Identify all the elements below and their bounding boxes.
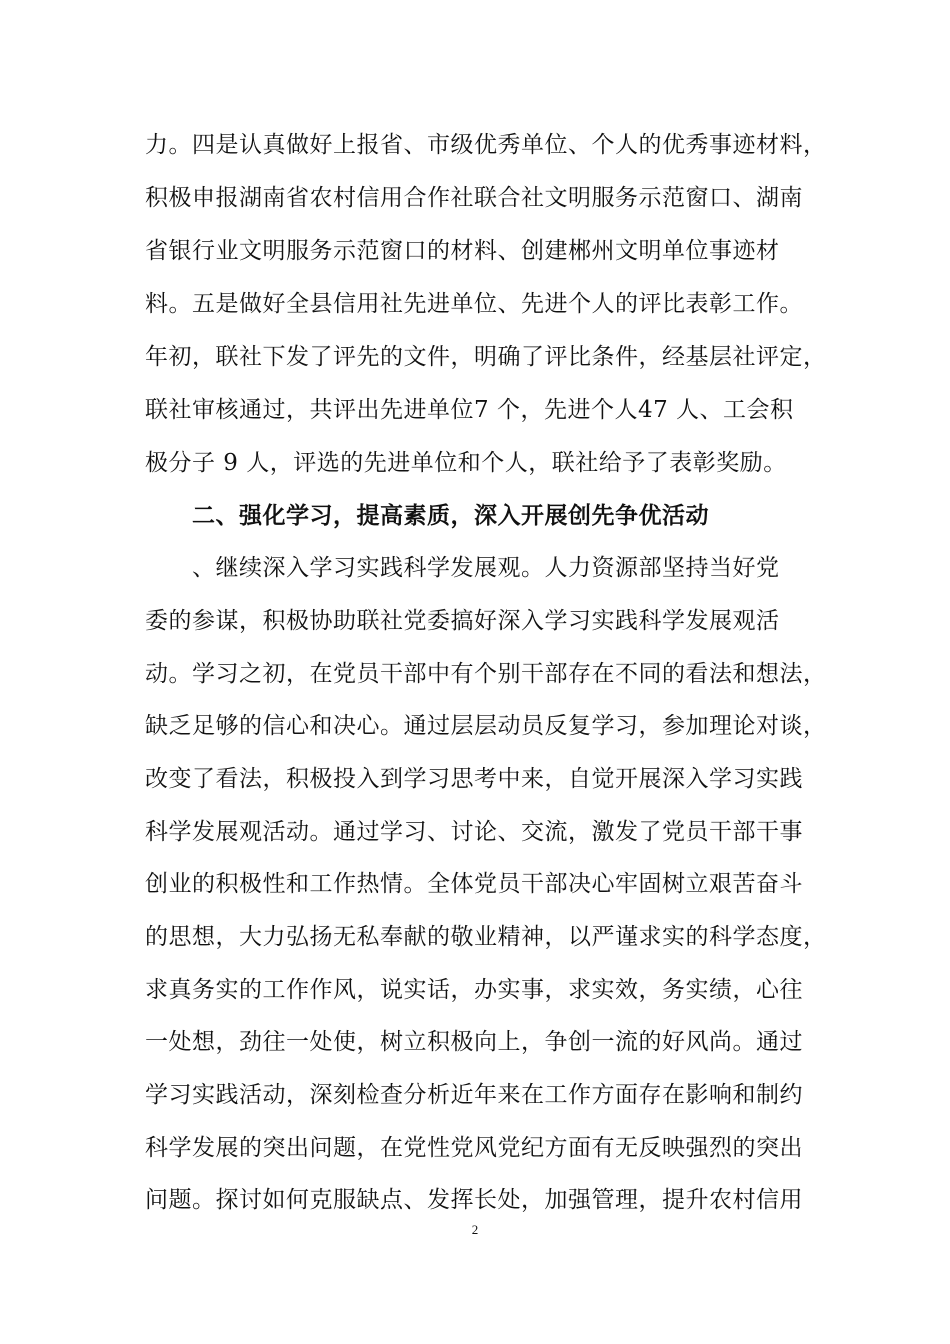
- text-line: 、继续深入学习实践科学发展观。人力资源部坚持当好党: [192, 555, 780, 581]
- text-line: 极分子 9 人，评选的先进单位和个人，联社给予了表彰奖励。: [145, 450, 787, 476]
- text-line: 缺乏足够的信心和决心。通过层层动员反复学习，参加理论对谈，: [145, 713, 827, 739]
- text-line: 力。四是认真做好上报省、市级优秀单位、个人的优秀事迹材料，: [145, 132, 827, 158]
- page-number: 2: [471, 1222, 479, 1237]
- text-line: 学习实践活动，深刻检查分析近年来在工作方面存在影响和制约: [145, 1082, 803, 1108]
- text-line: 料。五是做好全县信用社先进单位、先进个人的评比表彰工作。: [145, 291, 803, 317]
- text-line: 改变了看法，积极投入到学习思考中来，自觉开展深入学习实践: [145, 766, 803, 792]
- text-line: 问题。探讨如何克服缺点、发挥长处，加强管理，提升农村信用: [145, 1187, 803, 1213]
- text-line: 动。学习之初，在党员干部中有个别干部存在不同的看法和想法，: [145, 661, 827, 687]
- text-line: 省银行业文明服务示范窗口的材料、创建郴州文明单位事迹材: [145, 238, 780, 264]
- text-line: 一处想，劲往一处使，树立积极向上，争创一流的好风尚。通过: [145, 1029, 803, 1055]
- text-line: 创业的积极性和工作热情。全体党员干部决心牢固树立艰苦奋斗: [145, 871, 803, 897]
- text-line: 求真务实的工作作风，说实话，办实事，求实效，务实绩，心往: [145, 977, 803, 1003]
- text-line: 委的参谋，积极协助联社党委搞好深入学习实践科学发展观活: [145, 608, 780, 634]
- text-line: 积极申报湖南省农村信用合作社联合社文明服务示范窗口、湖南: [145, 185, 803, 211]
- text-line: 联社审核通过，共评出先进单位7 个，先进个人47 人、工会积: [145, 397, 794, 423]
- text-line: 年初，联社下发了评先的文件，明确了评比条件，经基层社评定，: [145, 344, 827, 370]
- text-line: 的思想，大力弘扬无私奉献的敬业精神，以严谨求实的科学态度，: [145, 924, 827, 950]
- section-heading: 二、强化学习，提高素质，深入开展创先争优活动: [192, 503, 709, 529]
- text-line: 科学发展观活动。通过学习、讨论、交流，激发了党员干部干事: [145, 819, 803, 845]
- text-line: 科学发展的突出问题，在党性党风党纪方面有无反映强烈的突出: [145, 1135, 803, 1161]
